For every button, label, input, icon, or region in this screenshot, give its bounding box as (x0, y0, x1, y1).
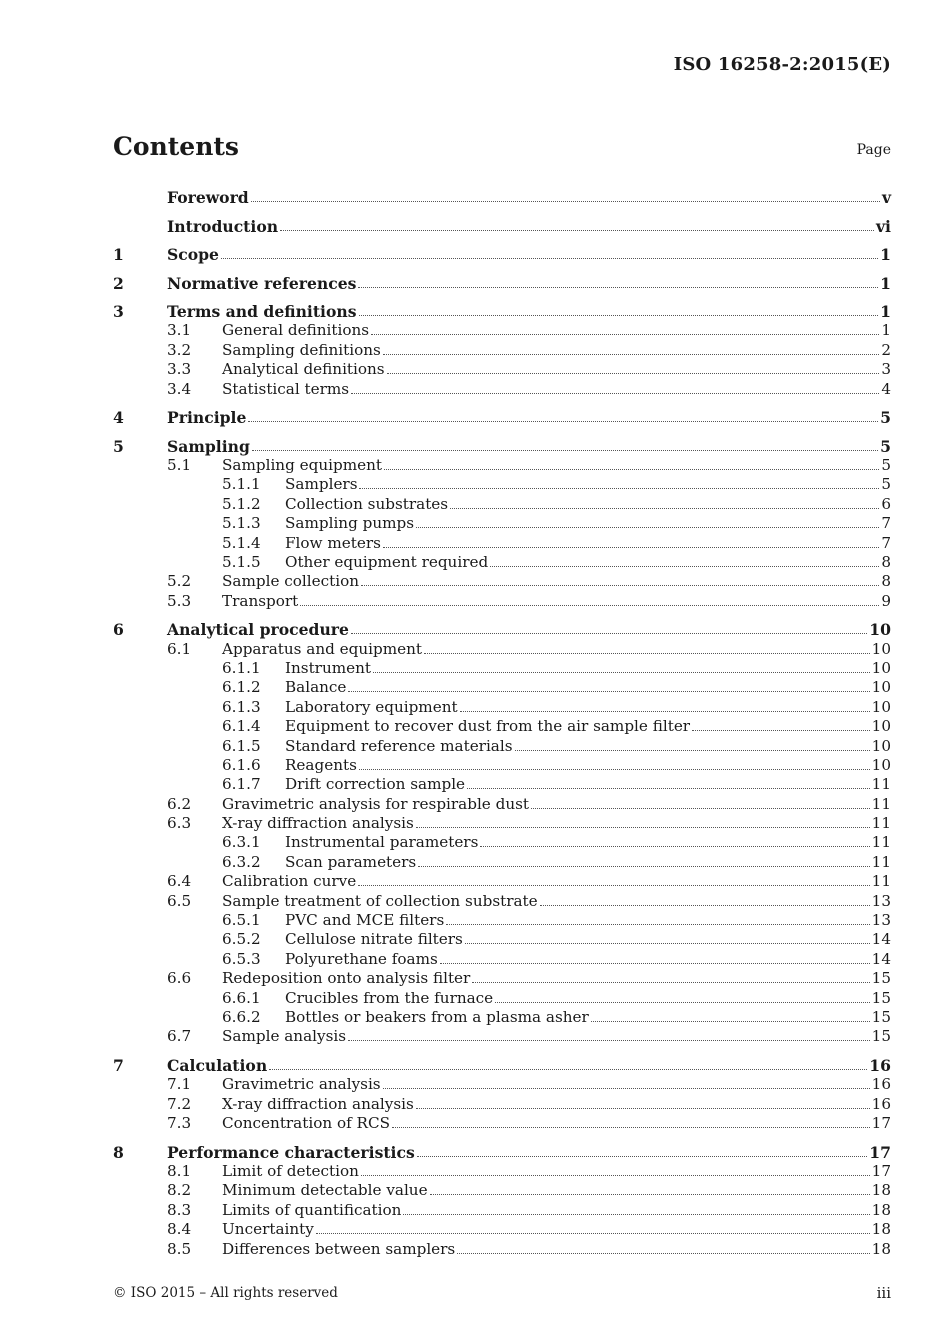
dot-leader (403, 1214, 869, 1215)
dot-leader (591, 1021, 870, 1022)
toc-entry-title: Transport (222, 591, 299, 610)
toc-entry[interactable] (113, 852, 891, 871)
toc-entry-number: 8.5 (167, 1239, 192, 1258)
toc-entry[interactable] (113, 678, 891, 697)
toc-entry-title: Analytical definitions (222, 360, 385, 379)
toc-entry-title: Sample analysis (222, 1027, 347, 1046)
toc-entry-number: 4 (113, 408, 124, 428)
toc-entry[interactable] (113, 379, 891, 398)
dot-leader (359, 315, 879, 316)
toc-entry-title: Samplers (285, 475, 358, 494)
toc-entry-page: 16 (871, 1094, 891, 1113)
dot-leader (358, 885, 869, 886)
toc-entry-title: Limits of quantification (222, 1200, 402, 1219)
toc-entry-page: 10 (871, 736, 891, 755)
toc-entry[interactable] (113, 1094, 891, 1113)
dot-leader (416, 827, 870, 828)
toc-entry-page: 18 (871, 1239, 891, 1258)
toc-entry-title: Terms and definitions (167, 302, 357, 321)
dot-leader (480, 846, 869, 847)
toc-entry-page: 8 (881, 552, 891, 571)
dot-leader (359, 769, 870, 770)
toc-entry-page: 11 (871, 833, 891, 852)
toc-entry-page: 10 (871, 755, 891, 774)
toc-entry-page: 2 (881, 340, 891, 359)
dot-leader (251, 201, 880, 202)
toc-entry-page: 10 (871, 658, 891, 677)
toc-entry-number: 8.3 (167, 1200, 192, 1219)
toc-entry-page: 17 (871, 1161, 891, 1180)
toc-entry-title: Gravimetric analysis (222, 1075, 381, 1094)
toc-entry-title: Crucibles from the furnace (285, 988, 494, 1007)
dot-leader (692, 730, 870, 731)
toc-entry-title: Apparatus and equipment (222, 639, 423, 658)
toc-entry-title: Sampling definitions (222, 340, 381, 359)
toc-entry-title: Differences between samplers (222, 1239, 456, 1258)
toc-entry-page: 16 (871, 1075, 891, 1094)
dot-leader (416, 1108, 870, 1109)
toc-entry-number: 6.5 (167, 891, 192, 910)
toc-entry-title: Drift correction sample (285, 775, 466, 794)
toc-entry[interactable] (113, 591, 891, 610)
dot-leader (373, 672, 870, 673)
dot-leader (351, 393, 879, 394)
toc-entry[interactable] (113, 930, 891, 949)
toc-entry-number: 5.1.2 (222, 494, 261, 513)
toc-entry-page: 6 (881, 494, 891, 513)
page-column-label: Page (856, 142, 891, 158)
toc-entry-title: Performance characteristics (167, 1142, 415, 1162)
toc-entry-title: Instrumental parameters (285, 833, 479, 852)
toc-entry-page: 11 (871, 775, 891, 794)
dot-leader (351, 633, 867, 634)
toc-entry-number: 6.2 (167, 794, 192, 813)
toc-entry-title: Calibration curve (222, 872, 357, 891)
toc-entry-page: 10 (871, 678, 891, 697)
dot-leader (495, 1002, 870, 1003)
toc-entry-title: Uncertainty (222, 1220, 314, 1239)
toc-entry[interactable] (113, 407, 891, 427)
toc-entry-number: 3.1 (167, 321, 192, 340)
dot-leader (348, 691, 869, 692)
dot-leader (248, 421, 878, 422)
toc-entry-page: 5 (880, 436, 891, 456)
page-number: iii (876, 1284, 891, 1302)
dot-leader (269, 1069, 867, 1070)
toc-entry-number: 7.3 (167, 1114, 192, 1133)
toc-entry-title: Redeposition onto analysis filter (222, 969, 471, 988)
toc-entry[interactable] (113, 891, 891, 910)
toc-entry[interactable] (113, 572, 891, 591)
toc-entry-title: Balance (285, 678, 347, 697)
toc-entry[interactable] (113, 1239, 891, 1258)
dot-leader (358, 287, 878, 288)
toc-entry-page: 5 (880, 408, 891, 428)
toc-entry-title: Sampling pumps (285, 514, 415, 533)
toc-entry-title: Flow meters (285, 533, 381, 552)
toc-entry-title: Minimum detectable value (222, 1181, 428, 1200)
toc-entry-title: X-ray diffraction analysis (222, 1094, 414, 1113)
toc-entry-number: 6.6.1 (222, 988, 261, 1007)
toc-entry[interactable] (113, 360, 891, 379)
toc-entry-page: 10 (871, 639, 891, 658)
toc-entry-page: v (881, 188, 891, 207)
dot-leader (387, 373, 880, 374)
dot-leader (460, 711, 870, 712)
toc-entry-title: Reagents (285, 755, 357, 774)
toc-entry[interactable] (113, 436, 891, 456)
toc-entry-number: 6.6 (167, 969, 192, 988)
toc-entry-page: 10 (869, 620, 891, 640)
toc-entry-page: 13 (871, 911, 891, 930)
toc-entry-title: Standard reference materials (285, 736, 513, 755)
toc-entry[interactable] (113, 456, 891, 475)
toc-entry-page: 18 (871, 1200, 891, 1219)
toc-entry-title: PVC and MCE filters (285, 911, 445, 930)
toc-entry-number: 8.4 (167, 1220, 192, 1239)
toc-entry-number: 5.1 (167, 455, 192, 474)
table-of-contents (113, 187, 891, 1259)
toc-entry-number: 6.5.2 (222, 930, 261, 949)
toc-entry-title: Normative references (167, 273, 357, 293)
toc-entry[interactable] (113, 321, 891, 340)
toc-entry-page: 11 (871, 794, 891, 813)
toc-entry[interactable] (113, 494, 891, 513)
toc-entry[interactable] (113, 988, 891, 1007)
dot-leader (430, 1194, 870, 1195)
dot-leader (371, 334, 879, 335)
dot-leader (280, 230, 874, 231)
toc-entry[interactable] (113, 340, 891, 359)
dot-leader (361, 1175, 870, 1176)
toc-entry-page: 15 (871, 969, 891, 988)
dot-leader (316, 1233, 870, 1234)
dot-leader (300, 605, 879, 606)
dot-leader (515, 750, 870, 751)
toc-entry-page: 15 (871, 988, 891, 1007)
toc-entry-number: 8.2 (167, 1181, 192, 1200)
dot-leader (418, 866, 869, 867)
toc-entry[interactable] (113, 717, 891, 736)
dot-leader (252, 450, 878, 451)
dot-leader (446, 924, 869, 925)
toc-entry[interactable] (113, 756, 891, 775)
toc-entry[interactable] (113, 659, 891, 678)
toc-entry-number: 6.1.6 (222, 755, 261, 774)
toc-entry-title: Gravimetric analysis for respirable dust (222, 794, 530, 813)
toc-entry[interactable] (113, 1114, 891, 1133)
toc-entry-number: 5.1.1 (222, 475, 261, 494)
toc-entry-title: X-ray diffraction analysis (222, 814, 414, 833)
toc-entry-title: Sampling equipment (222, 455, 382, 474)
toc-entry-number: 5.1.5 (222, 552, 261, 571)
dot-leader (361, 585, 879, 586)
toc-entry-page: 5 (881, 455, 891, 474)
toc-entry-page: 1 (881, 321, 891, 340)
toc-entry-title: Concentration of RCS (222, 1114, 391, 1133)
toc-entry[interactable] (113, 301, 891, 321)
toc-entry-title: Other equipment required (285, 552, 489, 571)
document-identifier: ISO 16258-2:2015(E) (673, 54, 891, 75)
toc-entry[interactable] (113, 639, 891, 658)
dot-leader (416, 527, 879, 528)
toc-entry[interactable] (113, 949, 891, 968)
toc-entry-page: 1 (880, 302, 891, 321)
toc-entry-page: 11 (871, 814, 891, 833)
toc-entry-title: Scan parameters (285, 852, 417, 871)
dot-leader (392, 1127, 870, 1128)
toc-entry-title: Statistical terms (222, 379, 350, 398)
toc-entry[interactable] (113, 736, 891, 755)
toc-entry-title: Instrument (285, 658, 371, 677)
toc-entry-page: vi (876, 216, 891, 236)
toc-entry-number: 6.1.3 (222, 697, 261, 716)
toc-entry-title: Sampling (167, 436, 250, 456)
toc-entry[interactable] (113, 273, 891, 293)
toc-entry[interactable] (113, 475, 891, 494)
toc-entry-number: 2 (113, 273, 124, 293)
toc-entry-page: 4 (881, 379, 891, 398)
toc-entry-page: 3 (881, 360, 891, 379)
toc-entry-page: 7 (881, 514, 891, 533)
toc-entry-number: 3.3 (167, 360, 192, 379)
toc-entry[interactable] (113, 697, 891, 716)
toc-entry-page: 15 (871, 1027, 891, 1046)
dot-leader (359, 488, 879, 489)
dot-leader (221, 258, 878, 259)
toc-entry-number: 6.6.2 (222, 1008, 261, 1026)
toc-entry-number: 6.5.3 (222, 949, 261, 968)
toc-entry[interactable] (113, 619, 891, 639)
toc-entry-title: Equipment to recover dust from the air sample filter (285, 717, 691, 736)
dot-leader (348, 1040, 870, 1041)
toc-entry-page: 9 (881, 591, 891, 610)
toc-entry-title: General definitions (222, 321, 370, 340)
toc-entry-number: 6.1.7 (222, 775, 261, 794)
dot-leader (531, 808, 870, 809)
toc-entry[interactable] (113, 1162, 891, 1181)
toc-entry-title: Analytical procedure (167, 620, 349, 640)
toc-entry[interactable] (113, 794, 891, 813)
toc-entry-page: 5 (881, 475, 891, 494)
toc-entry[interactable] (113, 1027, 891, 1046)
toc-entry-title: Limit of detection (222, 1161, 359, 1180)
toc-entry-title: Foreword (167, 188, 249, 207)
toc-entry-page: 10 (871, 697, 891, 716)
toc-entry-page: 16 (869, 1055, 891, 1075)
toc-entry-page: 11 (871, 872, 891, 891)
toc-entry[interactable] (113, 1220, 891, 1239)
toc-entry-number: 8 (113, 1142, 124, 1162)
toc-entry-title: Principle (167, 408, 247, 428)
toc-entry[interactable] (113, 533, 891, 552)
toc-entry[interactable] (113, 814, 891, 833)
toc-entry-number: 3.2 (167, 340, 192, 359)
dot-leader (383, 547, 879, 548)
toc-entry-page: 1 (880, 273, 891, 293)
toc-entry-page: 7 (881, 533, 891, 552)
toc-entry-number: 5.1.4 (222, 533, 261, 552)
toc-entry-number: 1 (113, 245, 124, 264)
toc-entry[interactable] (113, 969, 891, 988)
toc-entry[interactable] (113, 187, 891, 207)
toc-entry-number: 7.2 (167, 1094, 192, 1113)
dot-leader (384, 469, 879, 470)
toc-entry-number: 7 (113, 1055, 124, 1075)
toc-entry-number: 5.3 (167, 591, 192, 610)
toc-entry-number: 6.7 (167, 1027, 192, 1046)
toc-entry-number: 5.1.3 (222, 514, 261, 533)
toc-entry-number: 5 (113, 436, 124, 456)
toc-entry-number: 8.1 (167, 1161, 192, 1180)
toc-entry-number: 6.1.1 (222, 658, 261, 677)
toc-entry-page: 11 (871, 852, 891, 871)
dot-leader (465, 943, 870, 944)
dot-leader (490, 566, 879, 567)
toc-entry-page: 13 (871, 891, 891, 910)
toc-entry-number: 6.1.5 (222, 736, 261, 755)
toc-entry[interactable] (113, 553, 891, 572)
toc-entry-title: Calculation (167, 1055, 268, 1075)
toc-entry-number: 6.1.4 (222, 717, 261, 736)
toc-entry-page: 1 (880, 245, 891, 264)
toc-entry-page: 10 (871, 717, 891, 736)
toc-entry[interactable] (113, 1055, 891, 1075)
contents-heading: Contents (113, 132, 240, 161)
dot-leader (467, 788, 870, 789)
toc-entry-title: Scope (167, 245, 219, 264)
toc-entry-number: 3 (113, 302, 124, 321)
toc-entry[interactable] (113, 244, 891, 264)
copyright-notice: © ISO 2015 – All rights reserved (113, 1285, 338, 1301)
dot-leader (417, 1156, 868, 1157)
toc-entry-number: 6 (113, 620, 124, 640)
toc-entry[interactable] (113, 833, 891, 852)
toc-entry-title: Introduction (167, 216, 279, 236)
toc-entry-page: 18 (871, 1220, 891, 1239)
toc-entry-number: 6.1 (167, 639, 192, 658)
dot-leader (540, 905, 870, 906)
toc-entry-number: 6.5.1 (222, 911, 261, 930)
dot-leader (383, 1088, 870, 1089)
dot-leader (383, 354, 880, 355)
toc-entry-page: 14 (871, 930, 891, 949)
toc-entry-number: 6.3.1 (222, 833, 261, 852)
toc-entry-title: Collection substrates (285, 494, 449, 513)
toc-entry-title: Sample treatment of collection substrate (222, 891, 538, 910)
toc-entry[interactable] (113, 1075, 891, 1094)
toc-entry-number: 3.4 (167, 379, 192, 398)
toc-entry-number: 6.3.2 (222, 852, 261, 871)
toc-entry-number: 5.2 (167, 572, 192, 591)
toc-entry[interactable] (113, 514, 891, 533)
dot-leader (440, 963, 870, 964)
toc-entry[interactable] (113, 872, 891, 891)
dot-leader (424, 653, 870, 654)
dot-leader (472, 982, 869, 983)
toc-entry-page: 17 (871, 1114, 891, 1133)
toc-entry-page: 17 (869, 1142, 891, 1162)
dot-leader (457, 1253, 869, 1254)
toc-entry-number: 6.3 (167, 814, 192, 833)
toc-entry[interactable] (113, 1181, 891, 1200)
toc-entry-number: 6.1.2 (222, 678, 261, 697)
toc-entry-page: 14 (871, 949, 891, 968)
toc-entry-page: 8 (881, 572, 891, 591)
toc-entry[interactable] (113, 911, 891, 930)
toc-entry[interactable] (113, 1200, 891, 1219)
toc-entry-page: 18 (871, 1181, 891, 1200)
toc-entry[interactable] (113, 1008, 891, 1027)
dot-leader (450, 508, 879, 509)
toc-entry-page: 15 (871, 1008, 891, 1026)
toc-entry[interactable] (113, 775, 891, 794)
toc-entry-number: 6.4 (167, 872, 192, 891)
toc-entry[interactable] (113, 216, 891, 236)
toc-entry-title: Cellulose nitrate filters (285, 930, 463, 949)
toc-entry[interactable] (113, 1142, 891, 1162)
toc-entry-number: 7.1 (167, 1075, 192, 1094)
toc-entry-title: Bottles or beakers from a plasma asher (285, 1008, 589, 1026)
toc-entry-title: Polyurethane foams (285, 949, 438, 968)
toc-entry-title: Sample collection (222, 572, 359, 591)
toc-entry-title: Laboratory equipment (285, 697, 458, 716)
